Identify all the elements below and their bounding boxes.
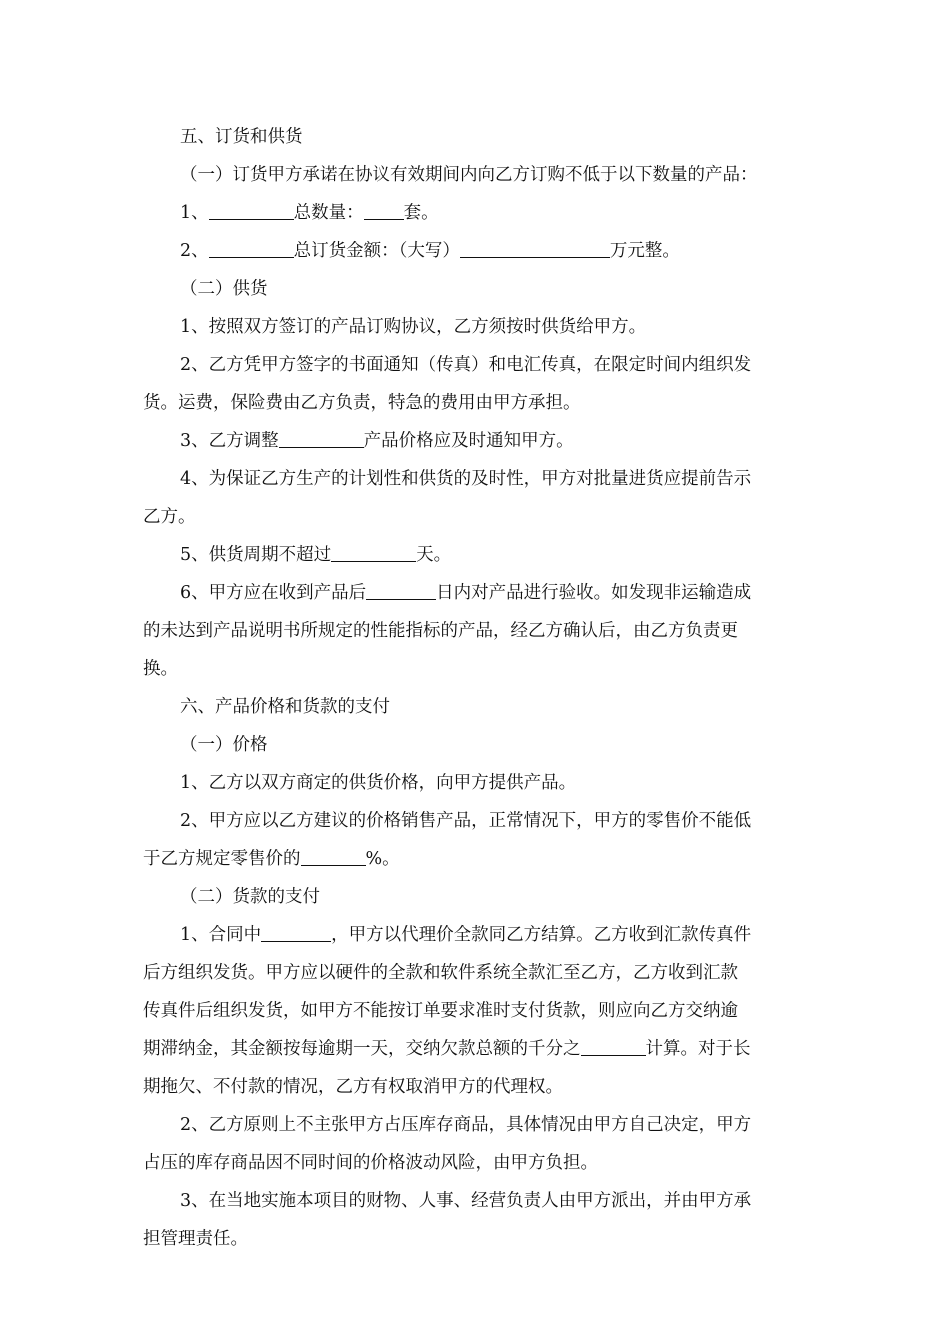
payment-item-3-line-1: 3、在当地实施本项目的财物、人事、经营负责人由甲方派出，并由甲方承: [180, 1191, 752, 1211]
supply-title: （二）供货: [180, 279, 268, 299]
item-text: ，甲方以代理价全款同乙方结算。乙方收到汇款传真件: [331, 925, 752, 945]
supply-item-2-line-2: 货。运费，保险费由乙方负责，特急的费用由甲方承担。: [143, 393, 581, 413]
payment-title: （二）货款的支付: [180, 887, 320, 907]
item-text: 1、合同中: [180, 925, 262, 945]
payment-item-3-line-2: 担管理责任。: [143, 1229, 248, 1249]
fill-blank[interactable]: [331, 539, 416, 562]
item-text: 天。: [416, 545, 452, 565]
item-text: 于乙方规定零售价的: [143, 849, 301, 869]
section-6-heading: 六、产品价格和货款的支付: [180, 697, 390, 717]
supply-item-6-line-1: [143, 574, 807, 612]
payment-item-1-line-1: [143, 916, 807, 954]
fill-blank[interactable]: [364, 197, 404, 220]
fill-blank[interactable]: [366, 577, 436, 600]
item-text: 产品价格应及时通知甲方。: [363, 431, 574, 451]
payment-item-1-line-5: 期拖欠、不付款的情况，乙方有权取消甲方的代理权。: [143, 1077, 563, 1097]
supply-item-4-line-1: 4、为保证乙方生产的计划性和供货的及时性，甲方对批量进货应提前告示: [180, 469, 752, 489]
supply-item-6-line-2: 的未达到产品说明书所规定的性能指标的产品，经乙方确认后，由乙方负责更: [143, 621, 738, 641]
item-text: %。: [365, 849, 400, 869]
supply-item-6-line-3: 换。: [143, 659, 178, 679]
fill-blank[interactable]: [209, 197, 294, 220]
item-text: 3、乙方调整: [180, 431, 279, 451]
supply-item-3: [143, 422, 807, 460]
payment-item-2-line-1: 2、乙方原则上不主张甲方占压库存商品，具体情况由甲方自己决定，甲方: [180, 1115, 752, 1135]
price-item-1: 1、乙方以双方商定的供货价格，向甲方提供产品。: [180, 773, 577, 793]
payment-item-1-line-3: 传真件后组织发货，如甲方不能按订单要求准时支付货款，则应向乙方交纳逾: [143, 1001, 738, 1021]
document-body: [143, 118, 807, 1258]
fill-blank[interactable]: [279, 425, 364, 448]
item-text: 5、供货周期不超过: [180, 545, 332, 565]
ordering-item-1: [143, 194, 807, 232]
payment-item-1-line-4: [143, 1030, 807, 1068]
payment-item-2-line-2: 占压的库存商品因不同时间的价格波动风险，由甲方负担。: [143, 1153, 598, 1173]
fill-blank[interactable]: [581, 1033, 646, 1056]
item-text: 日内对产品进行验收。如发现非运输造成: [436, 583, 752, 603]
section-5-heading: 五、订货和供货: [180, 127, 303, 147]
ordering-title: （一）订货甲方承诺在协议有效期间内向乙方订购不低于以下数量的产品：: [180, 165, 758, 185]
price-title: （一）价格: [180, 735, 268, 755]
supply-item-1: 1、按照双方签订的产品订购协议，乙方须按时供货给甲方。: [180, 317, 647, 337]
payment-item-1-line-2: 后方组织发货。甲方应以硬件的全款和软件系统全款汇至乙方，乙方收到汇款: [143, 963, 738, 983]
item-text: 总订货金额：（大写）: [293, 241, 460, 261]
fill-blank[interactable]: [209, 235, 294, 258]
item-text: 6、甲方应在收到产品后: [180, 583, 367, 603]
fill-blank[interactable]: [301, 843, 366, 866]
item-text: 万元整。: [609, 241, 680, 261]
item-number: 1、: [180, 203, 209, 223]
item-text: 总数量：: [293, 203, 364, 223]
price-item-2-line-2: [143, 840, 807, 878]
ordering-item-2: [143, 232, 807, 270]
supply-item-4-line-2: 乙方。: [143, 507, 196, 527]
supply-item-2-line-1: 2、乙方凭甲方签字的书面通知（传真）和电汇传真，在限定时间内组织发: [180, 355, 752, 375]
item-text: 期滞纳金，其金额按每逾期一天，交纳欠款总额的千分之: [143, 1039, 581, 1059]
fill-blank[interactable]: [261, 919, 331, 942]
price-item-2-line-1: 2、甲方应以乙方建议的价格销售产品，正常情况下，甲方的零售价不能低: [180, 811, 752, 831]
supply-item-5: [143, 536, 807, 574]
item-text: 计算。对于长: [645, 1039, 751, 1059]
item-text: 套。: [403, 203, 439, 223]
fill-blank[interactable]: [460, 235, 610, 258]
item-number: 2、: [180, 241, 209, 261]
